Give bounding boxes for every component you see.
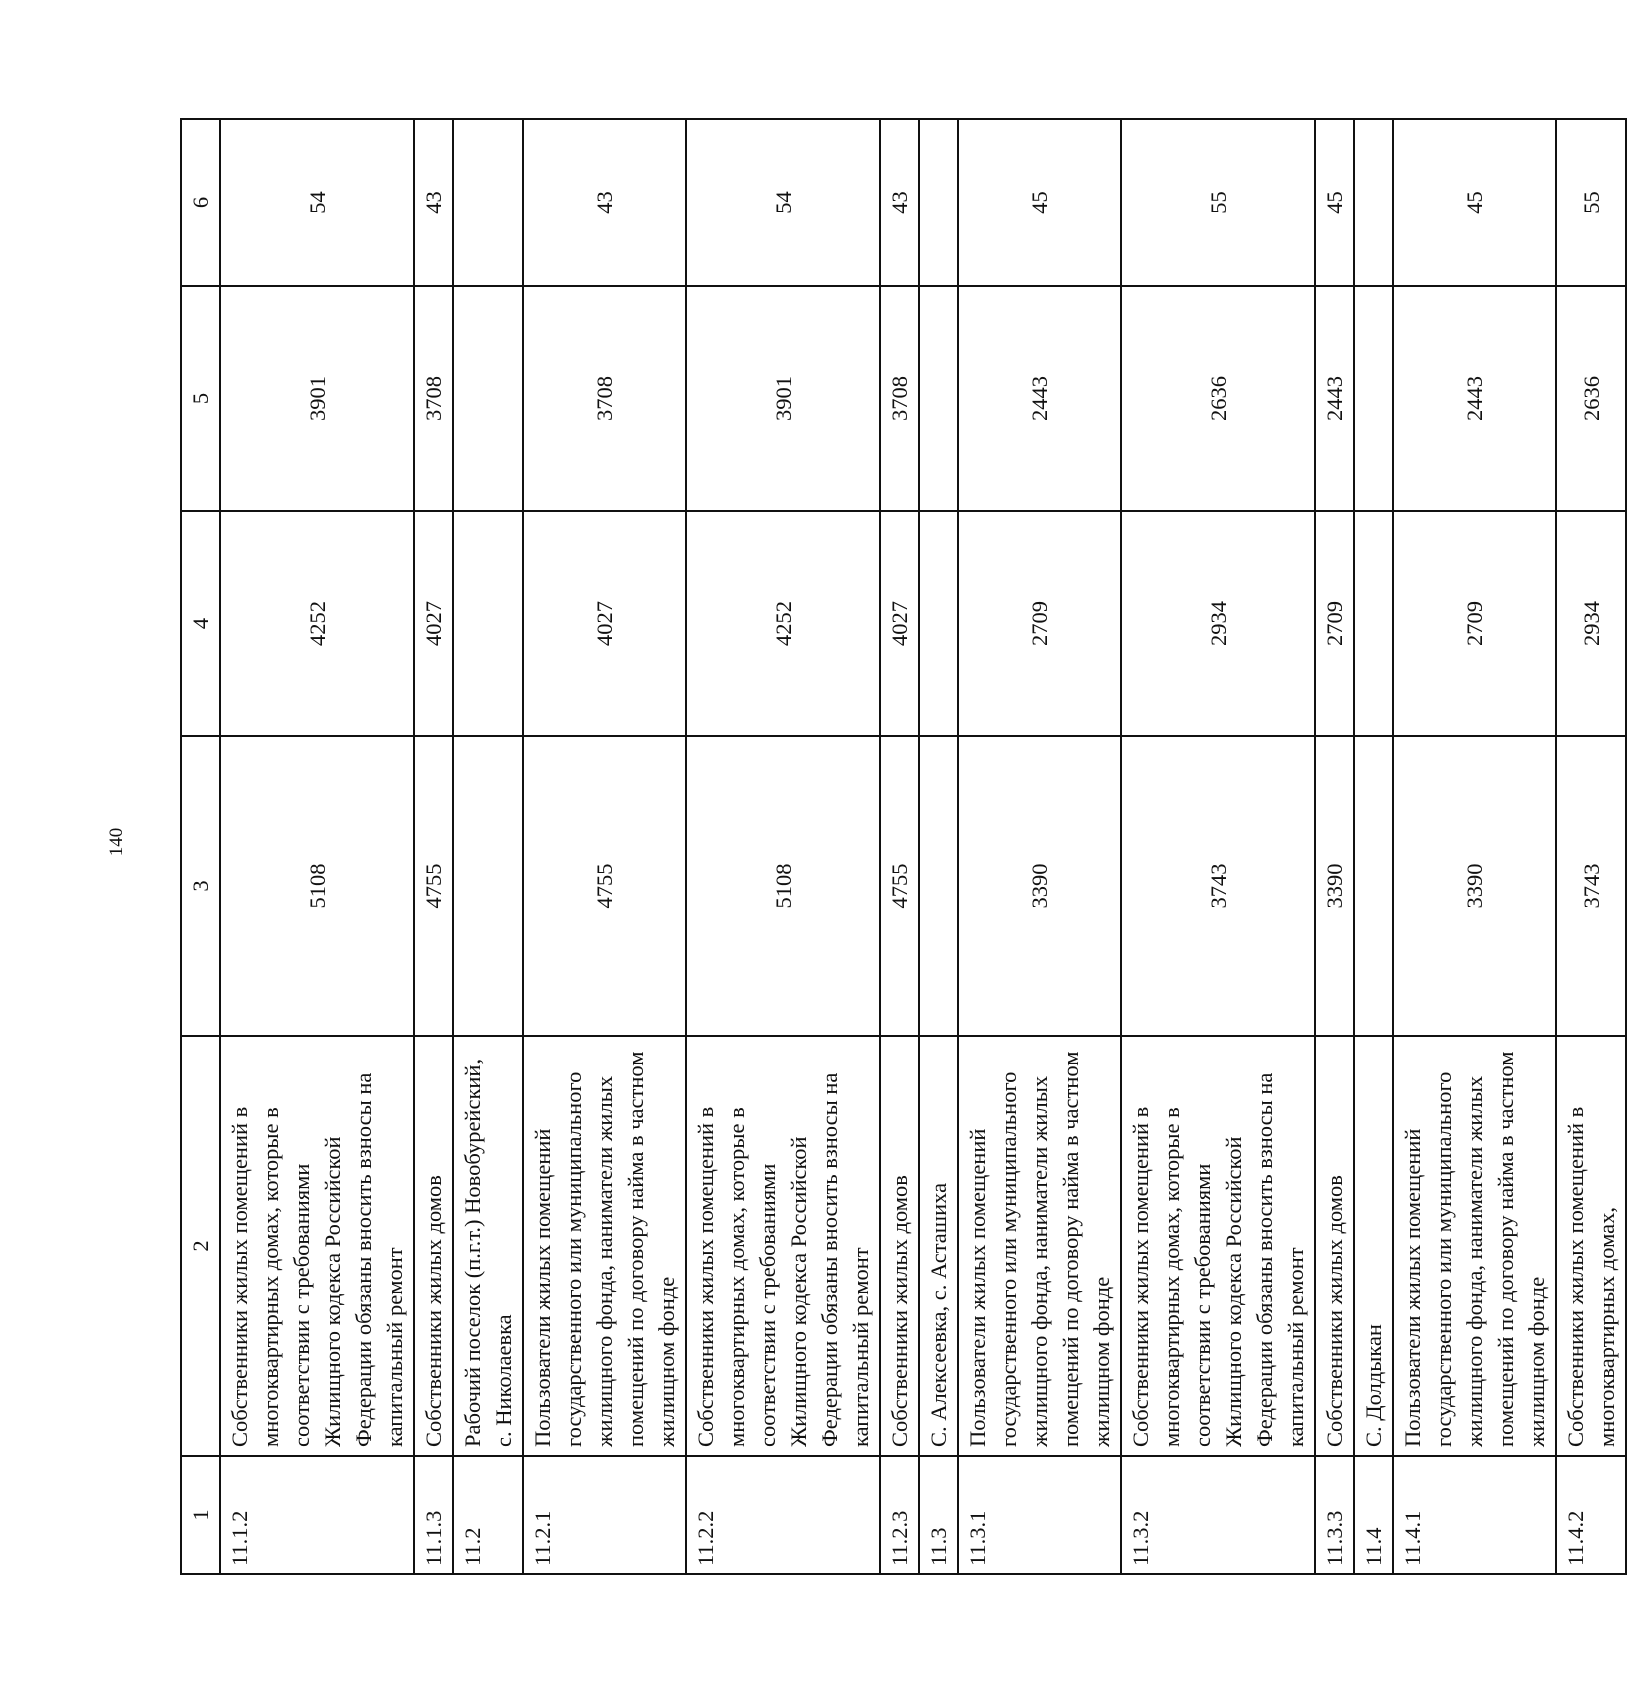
row-code: 11.2.1 <box>523 1456 686 1574</box>
header-row <box>181 119 220 1574</box>
row-description: Собственники жилых помещений в многоквартирных домах, которые в соответствии с требованиями Жилищного кодекса Российской Федерации обязаны вносить взносы на капитальный ремонт <box>220 1036 414 1456</box>
row-value-col3: 5108 <box>220 736 414 1036</box>
row-code: 11.4.1 <box>1393 1456 1556 1574</box>
row-code: 11.3.2 <box>1121 1456 1315 1574</box>
row-value-col4: 2934 <box>1556 511 1626 736</box>
column-header: 5 <box>181 286 220 511</box>
row-value-col3: 3743 <box>1556 736 1626 1036</box>
page-number: 140 <box>106 827 127 857</box>
table-row <box>1121 119 1315 1574</box>
table-row <box>1556 119 1626 1574</box>
row-code: 11.3 <box>919 1456 958 1574</box>
column-header: 4 <box>181 511 220 736</box>
column-header: 3 <box>181 736 220 1036</box>
row-value-col5 <box>1354 286 1393 511</box>
row-value-col4 <box>1354 511 1393 736</box>
row-value-col3: 4755 <box>523 736 686 1036</box>
row-value-col5: 3708 <box>414 286 453 511</box>
row-description: Собственники жилых домов <box>414 1036 453 1456</box>
row-value-col4: 4252 <box>220 511 414 736</box>
row-value-col4: 2934 <box>1121 511 1315 736</box>
row-value-col3: 3390 <box>1315 736 1354 1036</box>
row-value-col4 <box>919 511 958 736</box>
table-body <box>181 119 1626 1574</box>
row-value-col4: 2709 <box>1315 511 1354 736</box>
table-row <box>919 119 958 1574</box>
row-value-col5 <box>453 286 523 511</box>
row-value-col3 <box>919 736 958 1036</box>
row-value-col3: 3390 <box>958 736 1121 1036</box>
table-row <box>1315 119 1354 1574</box>
row-code: 11.2 <box>453 1456 523 1574</box>
table-row <box>1393 119 1556 1574</box>
row-value-col5 <box>919 286 958 511</box>
table-row <box>880 119 919 1574</box>
row-code: 11.2.2 <box>686 1456 880 1574</box>
row-description: Пользователи жилых помещений государственного или муниципального жилищного фонда, наниматели жилых помещений по договору найма в частном жилищном фонде <box>523 1036 686 1456</box>
column-header: 6 <box>181 119 220 286</box>
row-value-col3: 4755 <box>880 736 919 1036</box>
table-row <box>220 119 414 1574</box>
rotated-table-container <box>180 120 1619 1575</box>
row-value-col6: 55 <box>1556 119 1626 286</box>
row-code: 11.1.2 <box>220 1456 414 1574</box>
column-header: 2 <box>181 1036 220 1456</box>
row-value-col6: 43 <box>880 119 919 286</box>
row-value-col6: 45 <box>1393 119 1556 286</box>
row-value-col4: 4252 <box>686 511 880 736</box>
row-value-col5: 2443 <box>1315 286 1354 511</box>
row-description: Собственники жилых помещений в многоквартирных домах, которые в соответствии с требованиями Жилищного кодекса Российской Федерации обязаны вносить взносы на капитальный ремонт <box>1121 1036 1315 1456</box>
row-description: Пользователи жилых помещений государственного или муниципального жилищного фонда, наниматели жилых помещений по договору найма в частном жилищном фонде <box>958 1036 1121 1456</box>
row-value-col6: 45 <box>1315 119 1354 286</box>
row-value-col6: 43 <box>523 119 686 286</box>
row-value-col5: 2636 <box>1556 286 1626 511</box>
row-value-col6 <box>919 119 958 286</box>
row-value-col3: 4755 <box>414 736 453 1036</box>
row-value-col6 <box>453 119 523 286</box>
row-code: 11.4 <box>1354 1456 1393 1574</box>
row-description: Собственники жилых помещений в многоквартирных домах, <box>1556 1036 1626 1456</box>
row-value-col3 <box>1354 736 1393 1036</box>
row-value-col5: 3708 <box>880 286 919 511</box>
table-row <box>453 119 523 1574</box>
row-value-col6: 43 <box>414 119 453 286</box>
row-value-col3: 5108 <box>686 736 880 1036</box>
tariff-table <box>180 118 1627 1575</box>
row-value-col4: 4027 <box>880 511 919 736</box>
row-value-col6: 55 <box>1121 119 1315 286</box>
row-value-col6 <box>1354 119 1393 286</box>
row-value-col5: 3901 <box>686 286 880 511</box>
row-value-col6: 54 <box>220 119 414 286</box>
row-value-col4: 2709 <box>1393 511 1556 736</box>
row-code: 11.4.2 <box>1556 1456 1626 1574</box>
row-code: 11.2.3 <box>880 1456 919 1574</box>
row-value-col4 <box>453 511 523 736</box>
table-row <box>523 119 686 1574</box>
row-value-col5: 3901 <box>220 286 414 511</box>
row-value-col3: 3390 <box>1393 736 1556 1036</box>
row-value-col4: 4027 <box>523 511 686 736</box>
row-value-col3 <box>453 736 523 1036</box>
row-value-col5: 2443 <box>958 286 1121 511</box>
row-value-col6: 54 <box>686 119 880 286</box>
table-row <box>686 119 880 1574</box>
row-value-col5: 2443 <box>1393 286 1556 511</box>
row-value-col6: 45 <box>958 119 1121 286</box>
row-description: Собственники жилых домов <box>880 1036 919 1456</box>
row-value-col5: 2636 <box>1121 286 1315 511</box>
row-value-col4: 2709 <box>958 511 1121 736</box>
table-row <box>958 119 1121 1574</box>
row-description: С. Алексеевка, с. Асташиха <box>919 1036 958 1456</box>
row-code: 11.3.3 <box>1315 1456 1354 1574</box>
row-description: Собственники жилых домов <box>1315 1036 1354 1456</box>
column-header: 1 <box>181 1456 220 1574</box>
row-description: С. Долдыкан <box>1354 1036 1393 1456</box>
table-row <box>1354 119 1393 1574</box>
table-row <box>414 119 453 1574</box>
row-description: Рабочий поселок (п.г.т.) Новобурейский, с. Николаевка <box>453 1036 523 1456</box>
row-description: Собственники жилых помещений в многоквартирных домах, которые в соответствии с требованиями Жилищного кодекса Российской Федерации обязаны вносить взносы на капитальный ремонт <box>686 1036 880 1456</box>
row-code: 11.3.1 <box>958 1456 1121 1574</box>
row-value-col5: 3708 <box>523 286 686 511</box>
row-description: Пользователи жилых помещений государственного или муниципального жилищного фонда, наниматели жилых помещений по договору найма в частном жилищном фонде <box>1393 1036 1556 1456</box>
row-value-col3: 3743 <box>1121 736 1315 1036</box>
row-value-col4: 4027 <box>414 511 453 736</box>
row-code: 11.1.3 <box>414 1456 453 1574</box>
